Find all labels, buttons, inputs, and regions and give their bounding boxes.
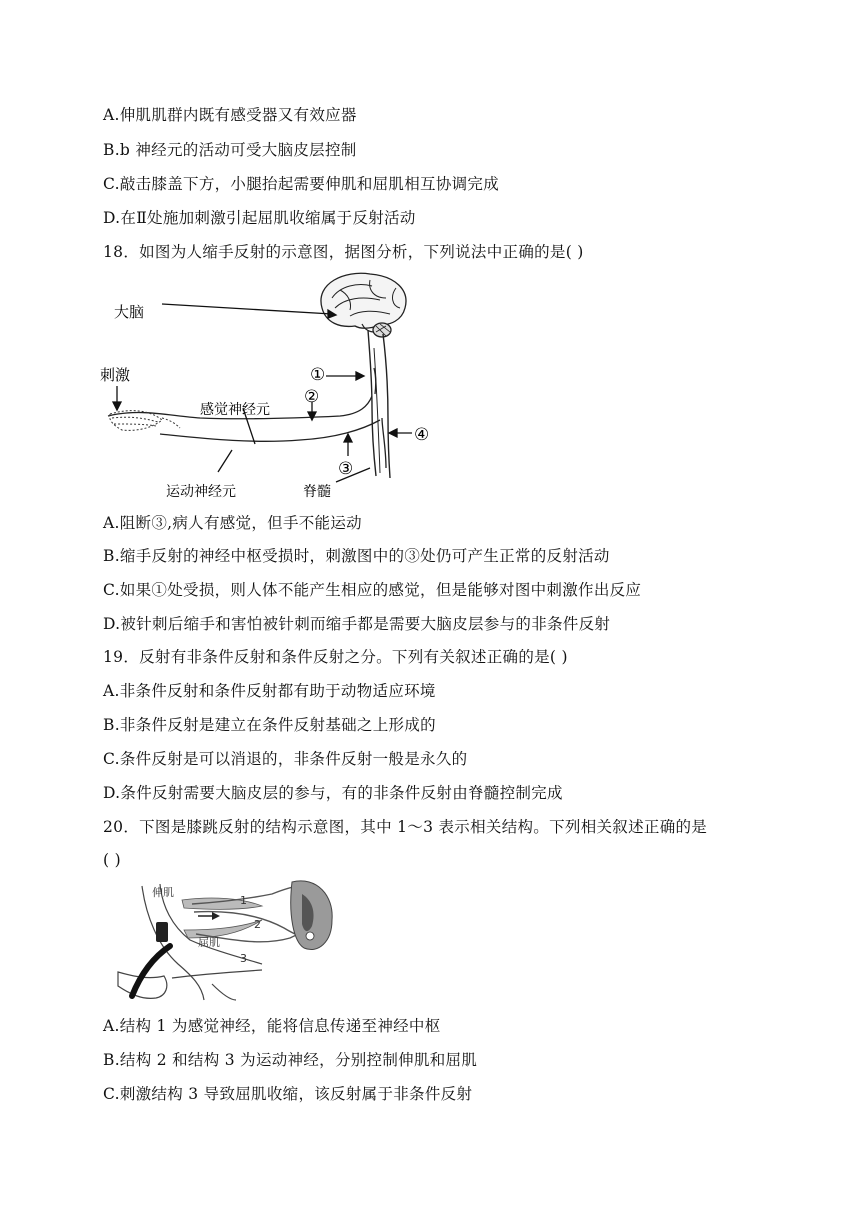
q19-stem: 19．反射有非条件反射和条件反射之分。下列有关叙述正确的是( ) [103, 648, 568, 666]
q20-option-c: C.刺激结构 3 导致屈肌收缩，该反射属于非条件反射 [103, 1085, 473, 1103]
q18-option-b: B.缩手反射的神经中枢受损时，刺激图中的③处仍可产生正常的反射活动 [103, 547, 610, 565]
label-circle-3: ③ [338, 459, 354, 479]
q20-option-a: A.结构 1 为感觉神经，能将信息传递至神经中枢 [103, 1017, 441, 1035]
label-structure-2: 2 [254, 918, 261, 931]
q19-option-c: C.条件反射是可以消退的，非条件反射一般是永久的 [103, 750, 468, 768]
label-circle-1: ① [310, 365, 326, 385]
reflex-hammer-icon [132, 922, 170, 996]
label-circle-4: ④ [414, 425, 430, 445]
q18-option-c: C.如果①处受损，则人体不能产生相应的感觉，但是能够对图中刺激作出反应 [103, 581, 642, 599]
label-stimulus: 刺激 [100, 366, 131, 384]
q17-option-a: A.伸肌肌群内既有感受器又有效应器 [103, 106, 357, 124]
spinal-cord [368, 330, 390, 478]
label-brain: 大脑 [114, 303, 145, 321]
label-circle-2: ② [304, 387, 320, 407]
q18-option-a: A.阻断③,病人有感觉，但手不能运动 [103, 514, 362, 532]
q20-stem-line1: 20．下图是膝跳反射的结构示意图，其中 1～3 表示相关结构。下列相关叙述正确的是 [103, 818, 708, 836]
label-flexor: 屈肌 [198, 936, 220, 949]
reflex-arc-figure [100, 268, 440, 503]
q19-option-d: D.条件反射需要大脑皮层的参与，有的非条件反射由脊髓控制完成 [103, 784, 563, 802]
label-extensor: 伸肌 [152, 886, 174, 899]
q17-option-c: C.敲击膝盖下方，小腿抬起需要伸肌和屈肌相互协调完成 [103, 175, 500, 193]
q17-option-b: B.b 神经元的活动可受大脑皮层控制 [103, 141, 357, 159]
brain-icon [321, 273, 406, 337]
q18-option-d: D.被针刺后缩手和害怕被针刺而缩手都是需要大脑皮层参与的非条件反射 [103, 615, 611, 633]
label-structure-1: 1 [240, 894, 247, 907]
label-spinal-cord: 脊髓 [303, 484, 331, 500]
q20-option-b: B.结构 2 和结构 3 为运动神经，分别控制伸肌和屈肌 [103, 1051, 478, 1069]
knee-jerk-figure [112, 876, 342, 1006]
label-motor-neuron: 运动神经元 [166, 484, 236, 500]
q19-option-b: B.非条件反射是建立在条件反射基础之上形成的 [103, 716, 436, 734]
q19-option-a: A.非条件反射和条件反射都有助于动物适应环境 [103, 682, 436, 700]
label-sensory-neuron: 感觉神经元 [200, 402, 270, 418]
spinal-cord-section [291, 881, 332, 950]
label-structure-3: 3 [240, 952, 247, 965]
q18-stem: 18．如图为人缩手反射的示意图，据图分析，下列说法中正确的是( ) [103, 243, 584, 261]
q20-stem-line2: ( ) [103, 851, 121, 869]
q17-option-d: D.在Ⅱ处施加刺激引起屈肌收缩属于反射活动 [103, 209, 416, 227]
